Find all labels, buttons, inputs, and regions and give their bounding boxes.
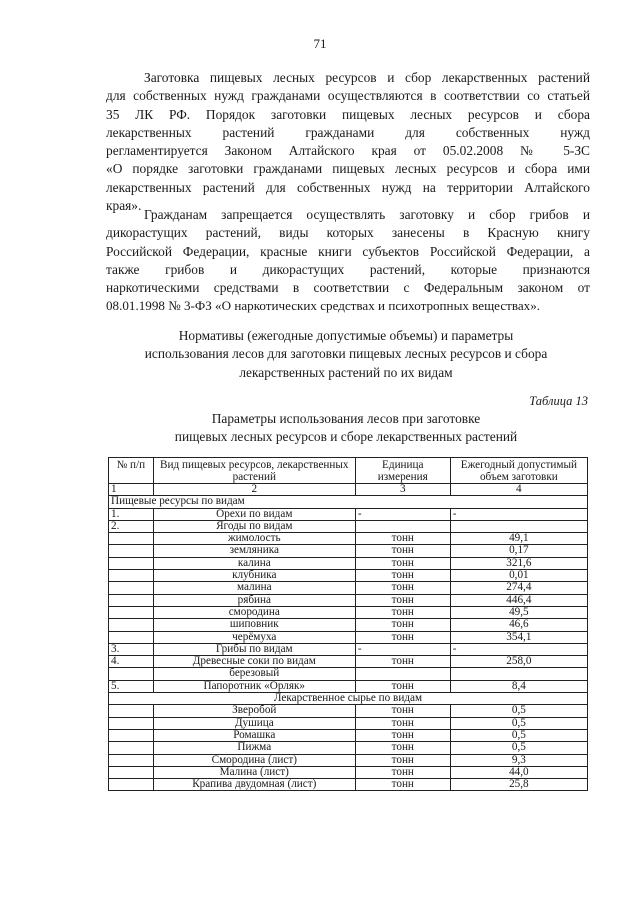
- volume-cell: 25,8: [450, 779, 587, 791]
- resource-name: Смородина (лист): [153, 754, 355, 766]
- unit-cell: тонн: [355, 779, 450, 791]
- row-number: [109, 742, 154, 754]
- paragraph-line: «О порядке заготовки гражданами пищевых лесных ресурсов и сбора ими: [106, 161, 590, 177]
- row-number: [109, 705, 154, 717]
- resource-name: Ромашка: [153, 729, 355, 741]
- resource-name: малина: [153, 582, 355, 594]
- unit-cell: тонн: [355, 545, 450, 557]
- row-number: [109, 606, 154, 618]
- volume-cell: -: [450, 643, 587, 655]
- resource-name: Орехи по видам: [153, 508, 355, 520]
- row-number: 2.: [109, 520, 154, 532]
- table-title: [100, 410, 592, 447]
- paragraph-line: Заготовка пищевых лесных ресурсов и сбор лекарственных растений: [144, 70, 590, 85]
- paragraph-line: Российской Федерации, красные книги субъектов Российской Федерации, а: [106, 243, 590, 259]
- section-row-medicinal: [109, 693, 588, 705]
- volume-cell: [450, 668, 587, 680]
- parameters-table: [108, 457, 588, 791]
- volume-cell: 0,5: [450, 705, 587, 717]
- paragraph-line: дикорастущих растений, виды которых занесены в Красную книгу: [106, 225, 590, 241]
- paragraph-line: 35 ЛК РФ. Порядок заготовки пищевых лесных ресурсов и сбора: [106, 106, 590, 122]
- section-row-food: [109, 496, 588, 508]
- unit-cell: тонн: [355, 533, 450, 545]
- volume-cell: 8,4: [450, 680, 587, 692]
- resource-name: Крапива двудомная (лист): [153, 779, 355, 791]
- section-heading: [100, 327, 592, 382]
- header-unit: Единица измерения: [355, 458, 450, 484]
- unit-cell: тонн: [355, 582, 450, 594]
- resource-name: земляника: [153, 545, 355, 557]
- resource-name: Древесные соки по видам: [153, 656, 355, 668]
- paragraph-line: для собственных нужд гражданами осуществляются в соответствии со статьей: [106, 88, 590, 104]
- unit-cell: тонн: [355, 606, 450, 618]
- unit-cell: тонн: [355, 742, 450, 754]
- unit-cell: -: [355, 643, 450, 655]
- resource-name: рябина: [153, 594, 355, 606]
- column-number-row: [109, 484, 588, 496]
- table-row: [109, 680, 588, 692]
- row-number: [109, 779, 154, 791]
- resource-name: березовый: [153, 668, 355, 680]
- unit-cell: тонн: [355, 656, 450, 668]
- unit-cell: тонн: [355, 619, 450, 631]
- volume-cell: 0,5: [450, 742, 587, 754]
- table-row: [109, 619, 588, 631]
- resource-name: клубника: [153, 570, 355, 582]
- paragraph-line: лекарственных растений гражданами для собственных нужд: [106, 124, 590, 140]
- paragraph-line: лекарственных растений для собственных нужд на территории Алтайского: [106, 179, 590, 195]
- unit-cell: тонн: [355, 680, 450, 692]
- table-header-row: [109, 458, 588, 484]
- table-row: [109, 643, 588, 655]
- paragraph-line: края».: [106, 198, 142, 214]
- table-row: [109, 754, 588, 766]
- table-title-line: Параметры использования лесов при заготовке: [211, 411, 481, 426]
- volume-cell: 46,6: [450, 619, 587, 631]
- unit-cell: тонн: [355, 594, 450, 606]
- table-row: [109, 631, 588, 643]
- table-row: [109, 582, 588, 594]
- unit-cell: тонн: [355, 631, 450, 643]
- section-label: Лекарственное сырье по видам: [109, 693, 588, 705]
- table-row: [109, 779, 588, 791]
- heading-line: лекарственных растений по их видам: [239, 364, 453, 380]
- paragraph-line: наркотическими средствами в соответствии с Федеральным законом от: [106, 280, 590, 296]
- volume-cell: 446,4: [450, 594, 587, 606]
- volume-cell: 49,1: [450, 533, 587, 545]
- unit-cell: [355, 668, 450, 680]
- table-row: [109, 717, 588, 729]
- table-row: [109, 533, 588, 545]
- paragraph-line: регламентируется Законом Алтайского края от 05.02.2008 № 5-ЗС: [106, 143, 590, 159]
- table-title-line: пищевых лесных ресурсов и сборе лекарственных растений: [174, 429, 518, 445]
- unit-cell: тонн: [355, 729, 450, 741]
- table-row: [109, 729, 588, 741]
- resource-name: шиповник: [153, 619, 355, 631]
- row-number: [109, 545, 154, 557]
- row-number: 1.: [109, 508, 154, 520]
- row-number: [109, 619, 154, 631]
- volume-cell: 0,01: [450, 570, 587, 582]
- resource-name: Малина (лист): [153, 766, 355, 778]
- table-row: [109, 508, 588, 520]
- paragraph-line: также грибов и дикорастущих растений, которые признаются: [106, 261, 590, 277]
- column-number: 2: [153, 484, 355, 496]
- row-number: 5.: [109, 680, 154, 692]
- table-number: Таблица 13: [529, 394, 588, 408]
- unit-cell: тонн: [355, 754, 450, 766]
- volume-cell: 354,1: [450, 631, 587, 643]
- table-row: [109, 594, 588, 606]
- resource-name: Зверобой: [153, 705, 355, 717]
- page-number: 71: [313, 36, 327, 51]
- volume-cell: -: [450, 508, 587, 520]
- resource-name: Душица: [153, 717, 355, 729]
- column-number: 4: [450, 484, 587, 496]
- unit-cell: тонн: [355, 570, 450, 582]
- table-row: [109, 606, 588, 618]
- row-number: [109, 594, 154, 606]
- row-number: [109, 668, 154, 680]
- volume-cell: 0,17: [450, 545, 587, 557]
- heading-line: использования лесов для заготовки пищевых лесных ресурсов и сбора: [144, 346, 548, 362]
- section-label: Пищевые ресурсы по видам: [109, 496, 588, 508]
- unit-cell: тонн: [355, 766, 450, 778]
- paragraph-harvesting-rules: [106, 69, 590, 215]
- row-number: [109, 754, 154, 766]
- table-row: [109, 520, 588, 532]
- row-number: [109, 729, 154, 741]
- resource-name: Ягоды по видам: [153, 520, 355, 532]
- volume-cell: 0,5: [450, 729, 587, 741]
- resource-name: черёмуха: [153, 631, 355, 643]
- paragraph-line: 08.01.1998 № 3-ФЗ «О наркотических средствах и психотропных веществах».: [106, 298, 541, 314]
- paragraph-prohibition: [106, 206, 590, 316]
- volume-cell: 321,6: [450, 557, 587, 569]
- row-number: [109, 570, 154, 582]
- volume-cell: 9,3: [450, 754, 587, 766]
- resource-name: смородина: [153, 606, 355, 618]
- row-number: [109, 766, 154, 778]
- volume-cell: 44,0: [450, 766, 587, 778]
- table-row: [109, 705, 588, 717]
- resource-name: жимолость: [153, 533, 355, 545]
- header-resource-type: Вид пищевых ресурсов, лекарственных растений: [153, 458, 355, 484]
- resource-name: Грибы по видам: [153, 643, 355, 655]
- unit-cell: тонн: [355, 717, 450, 729]
- table-row: [109, 557, 588, 569]
- row-number: 4.: [109, 656, 154, 668]
- unit-cell: -: [355, 508, 450, 520]
- header-number: № п/п: [109, 458, 154, 484]
- table-row: [109, 570, 588, 582]
- heading-line: Нормативы (ежегодные допустимые объемы) и параметры: [178, 328, 514, 343]
- volume-cell: 0,5: [450, 717, 587, 729]
- paragraph-line: Гражданам запрещается осуществлять заготовку и сбор грибов и: [144, 207, 590, 222]
- unit-cell: [355, 520, 450, 532]
- volume-cell: 258,0: [450, 656, 587, 668]
- volume-cell: [450, 520, 587, 532]
- row-number: [109, 717, 154, 729]
- table-row: [109, 545, 588, 557]
- unit-cell: тонн: [355, 705, 450, 717]
- row-number: [109, 631, 154, 643]
- table-row: [109, 742, 588, 754]
- resource-name: Пижма: [153, 742, 355, 754]
- header-annual-volume: Ежегодный допустимый объем заготовки: [450, 458, 587, 484]
- column-number: 3: [355, 484, 450, 496]
- resource-name: Папоротник «Орляк»: [153, 680, 355, 692]
- resource-name: калина: [153, 557, 355, 569]
- row-number: [109, 557, 154, 569]
- row-number: [109, 582, 154, 594]
- table-row: [109, 766, 588, 778]
- column-number: 1: [109, 484, 154, 496]
- row-number: [109, 533, 154, 545]
- volume-cell: 49,5: [450, 606, 587, 618]
- table-row: [109, 656, 588, 668]
- row-number: 3.: [109, 643, 154, 655]
- volume-cell: 274,4: [450, 582, 587, 594]
- table-row: [109, 668, 588, 680]
- unit-cell: тонн: [355, 557, 450, 569]
